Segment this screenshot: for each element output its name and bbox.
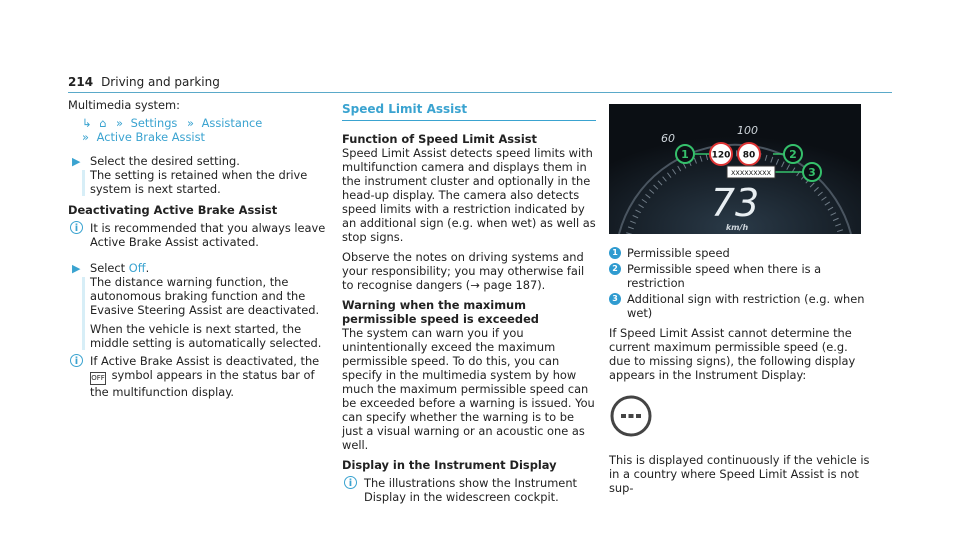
enter-arrow-icon: ↳	[82, 116, 92, 130]
nav-active-brake-assist[interactable]: Active Brake Assist	[96, 130, 205, 144]
speed-sign-80-label: 80	[742, 150, 756, 161]
chevron-right-icon: »	[82, 130, 89, 144]
function-heading: Function of Speed Limit Assist	[342, 132, 537, 146]
legend-text: Additional sign with restriction (e.g. when wet)	[627, 292, 865, 320]
nav-path	[68, 116, 326, 130]
speed-sign-120-label: 120	[711, 150, 731, 161]
note-deactivated	[68, 354, 326, 399]
note-text: It is recommended that you always leave Active Brake Assist activated.	[90, 221, 326, 249]
note-text: The illustrations show the Instrument Display in the widescreen cockpit.	[364, 476, 578, 504]
note-recommend	[68, 221, 326, 249]
note-text	[90, 354, 326, 399]
display-heading: Display in the Instrument Display	[342, 458, 557, 472]
legend-item-3	[609, 292, 871, 320]
legend-number: 2	[609, 263, 621, 275]
gauge-label-60: 60	[661, 132, 675, 145]
step-bar	[82, 170, 85, 196]
note-rest: symbol appears in the status bar of the multifunction display.	[90, 368, 315, 399]
brake-off-icon: OFF	[90, 372, 106, 385]
legend-number: 3	[609, 293, 621, 305]
function-text: Speed Limit Assist detects speed limits with multifunction camera and displays them in the instrument cluster and optionally in the head-up display. The camera also detects speed limits with a restriction indicated by an additional sign (e.g. when wet) as well as stop signs.	[342, 146, 596, 244]
right-column	[609, 98, 871, 495]
instrument-display-illustration	[609, 104, 861, 234]
note-illustrations	[342, 476, 596, 504]
step-text: The distance warning function, the autonomous braking function and the Evasive Steering Assist are deactivated.	[90, 275, 320, 317]
option-off[interactable]: Off	[128, 261, 146, 275]
speed-unit: km/h	[725, 223, 749, 232]
step-prefix: Select	[90, 261, 129, 275]
note-line: If Active Brake Assist is deactivated, the	[90, 354, 320, 368]
step-text	[90, 261, 326, 275]
warning-text: The system can warn you if you unintentionally exceed the maximum permissible speed. To do this, you can specify in the multimedia system by how much the maximum permissible speed can be exceeded before a warning is issued. You can specify whether the warning is to be just a visual warning or an acoustic one as well.	[342, 326, 595, 452]
system-label: Multimedia system:	[68, 98, 180, 112]
info-icon: i	[70, 221, 83, 234]
instrument-display-figure	[609, 104, 861, 234]
callout-3-label: 3	[808, 166, 816, 179]
info-icon: i	[344, 476, 357, 489]
current-speed: 73	[710, 181, 760, 225]
continuous-text: This is displayed continuously if the vehicle is in a country where Speed Limit Assist is not sup-	[609, 453, 870, 495]
chevron-right-icon: »	[116, 116, 124, 130]
section-heading: Speed Limit Assist	[342, 102, 596, 121]
left-column	[68, 98, 326, 399]
step-bar	[82, 277, 85, 350]
page-header	[68, 75, 220, 89]
header-rule	[68, 92, 892, 93]
step-text: Select the desired setting.	[90, 154, 240, 168]
additional-sign-label: XXXXXXXXX	[730, 169, 772, 177]
callout-2-label: 2	[789, 148, 797, 161]
legend-item-2	[609, 262, 871, 290]
chevron-right-icon: »	[187, 116, 194, 130]
step-arrow-icon: ▶	[72, 262, 81, 275]
nav-assistance[interactable]: Assistance	[201, 116, 263, 130]
step-arrow-icon: ▶	[72, 155, 81, 168]
step-suffix: .	[145, 261, 150, 275]
warning-heading: Warning when the maximum permissible speed is exceeded	[342, 298, 539, 326]
step-select-off	[68, 261, 326, 350]
step-text: When the vehicle is next started, the middle setting is automatically selected.	[90, 322, 322, 350]
no-speed-limit-icon	[609, 394, 653, 438]
callout-1-label: 1	[681, 148, 689, 161]
legend-text: Permissible speed	[627, 246, 730, 260]
page-number: 214	[68, 75, 94, 89]
middle-column	[342, 98, 596, 504]
step-select-setting	[68, 154, 326, 196]
step-text: The setting is retained when the drive system is next started.	[90, 168, 308, 196]
deactivating-heading: Deactivating Active Brake Assist	[68, 203, 278, 217]
legend-text: Permissible speed when there is a restriction	[627, 262, 822, 290]
section-title: Driving and parking	[101, 75, 220, 89]
observe-text: Observe the notes on driving systems and your responsibility; you may otherwise fail to recognise dangers (→ page 187).	[342, 250, 585, 292]
info-icon: i	[70, 354, 83, 367]
cannot-determine-text: If Speed Limit Assist cannot determine the current maximum permissible speed (e.g. due to missing signs), the following display appears in the Instrument Display:	[609, 326, 856, 382]
legend-number: 1	[609, 247, 621, 259]
nav-path-line2	[68, 130, 326, 144]
legend-item-1	[609, 246, 871, 260]
home-icon[interactable]: ⌂	[99, 116, 107, 130]
gauge-label-100: 100	[737, 124, 758, 137]
nav-settings[interactable]: Settings	[130, 116, 178, 130]
